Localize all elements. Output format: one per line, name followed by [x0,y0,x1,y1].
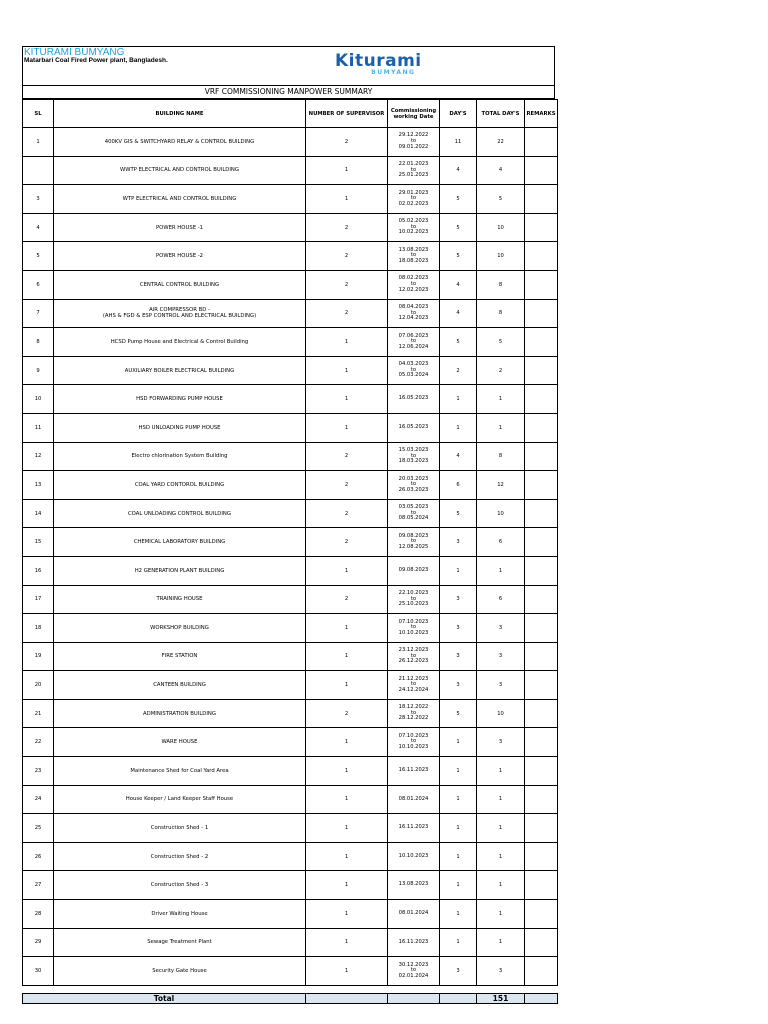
cell-days: 4 [440,299,477,328]
cell-days: 3 [440,528,477,557]
cell-sl: 23 [23,757,54,786]
cell-commissioning-date: 07.10.2023 to 10.10.2023 [388,614,440,643]
cell-sl: 7 [23,299,54,328]
cell-remarks [525,642,558,671]
cell-building-name: 400KV GIS & SWITCHYARD RELAY & CONTROL BUILDING [54,128,306,157]
cell-remarks [525,356,558,385]
cell-sl: 21 [23,699,54,728]
cell-days: 5 [440,328,477,357]
cell-remarks [525,957,558,986]
cell-building-name: Security Gate House [54,957,306,986]
cell-sl: 13 [23,471,54,500]
logo-subtitle: BUMYANG [371,69,416,76]
total-row [23,993,558,1003]
cell-building-name: POWER HOUSE -2 [54,242,306,271]
table-row [23,699,558,728]
cell-remarks [525,499,558,528]
cell-days: 5 [440,499,477,528]
table-row [23,270,558,299]
cell-days: 5 [440,699,477,728]
table-row [23,328,558,357]
cell-remarks [525,156,558,185]
cell-total-days: 1 [477,871,525,900]
cell-supervisors: 1 [306,671,388,700]
cell-sl [23,156,54,185]
cell-remarks [525,814,558,843]
total-supervisors-cell [306,993,388,1003]
total-remarks-cell [525,993,558,1003]
cell-sl: 4 [23,213,54,242]
project-name: Matarbari Coal Fired Power plant, Bangladesh. [24,57,168,64]
col-header-total-days: TOTAL DAY'S [477,100,525,128]
cell-supervisors: 2 [306,242,388,271]
cell-sl: 8 [23,328,54,357]
cell-sl: 20 [23,671,54,700]
table-row [23,528,558,557]
table-row [23,757,558,786]
total-days-cell [440,993,477,1003]
cell-building-name: Maintenance Shed for Coal Yard Area [54,757,306,786]
cell-total-days: 3 [477,671,525,700]
cell-remarks [525,671,558,700]
total-table [22,993,558,1004]
cell-sl: 29 [23,928,54,957]
cell-sl: 9 [23,356,54,385]
cell-building-name: ADMINISTRATION BUILDING [54,699,306,728]
cell-supervisors: 2 [306,499,388,528]
cell-building-name: Construction Shed - 3 [54,871,306,900]
cell-supervisors: 2 [306,699,388,728]
cell-supervisors: 1 [306,356,388,385]
cell-total-days: 22 [477,128,525,157]
cell-sl: 22 [23,728,54,757]
cell-remarks [525,270,558,299]
cell-building-name: Driver Waiting House [54,900,306,929]
cell-remarks [525,556,558,585]
table-body [23,128,558,986]
cell-sl: 26 [23,842,54,871]
cell-supervisors: 1 [306,785,388,814]
cell-total-days: 3 [477,614,525,643]
sheet-header [22,46,555,85]
cell-supervisors: 1 [306,614,388,643]
table-row [23,556,558,585]
cell-total-days: 5 [477,185,525,214]
total-date-cell [388,993,440,1003]
cell-commissioning-date: 16.11.2023 [388,757,440,786]
cell-total-days: 12 [477,471,525,500]
cell-supervisors: 1 [306,900,388,929]
table-row [23,156,558,185]
cell-sl: 6 [23,270,54,299]
cell-sl: 1 [23,128,54,157]
cell-building-name: FIRE STATION [54,642,306,671]
table-row [23,185,558,214]
cell-sl: 24 [23,785,54,814]
cell-total-days: 1 [477,413,525,442]
cell-total-days: 5 [477,328,525,357]
document-title: VRF COMMISSIONING MANPOWER SUMMARY [22,85,555,99]
cell-days: 1 [440,556,477,585]
cell-supervisors: 1 [306,728,388,757]
cell-total-days: 10 [477,213,525,242]
company-name: KITURAMI BUMYANG [24,47,125,58]
cell-supervisors: 2 [306,471,388,500]
cell-commissioning-date: 07.06.2023 to 12.06.2024 [388,328,440,357]
cell-building-name: House Keeper / Land Keeper Staff House [54,785,306,814]
cell-total-days: 8 [477,442,525,471]
cell-sl: 5 [23,242,54,271]
cell-commissioning-date: 21.12.2023 to 24.12.2024 [388,671,440,700]
cell-days: 3 [440,585,477,614]
cell-total-days: 4 [477,156,525,185]
col-header-supervisors: NUMBER OF SUPERVISOR [306,100,388,128]
cell-remarks [525,413,558,442]
cell-remarks [525,528,558,557]
cell-building-name: CHEMICAL LABORATORY BUILDING [54,528,306,557]
table-row [23,413,558,442]
col-header-remarks: REMARKS [525,100,558,128]
cell-supervisors: 1 [306,842,388,871]
cell-sl: 10 [23,385,54,414]
cell-days: 11 [440,128,477,157]
total-days-value: 151 [477,993,525,1003]
cell-remarks [525,900,558,929]
cell-total-days: 1 [477,900,525,929]
cell-sl: 14 [23,499,54,528]
cell-remarks [525,928,558,957]
cell-days: 4 [440,442,477,471]
cell-days: 6 [440,471,477,500]
cell-total-days: 8 [477,270,525,299]
cell-total-days: 3 [477,957,525,986]
cell-supervisors: 2 [306,442,388,471]
cell-supervisors: 1 [306,556,388,585]
cell-supervisors: 2 [306,585,388,614]
cell-commissioning-date: 16.05.2023 [388,385,440,414]
cell-sl: 19 [23,642,54,671]
table-row [23,299,558,328]
cell-building-name: TRAINING HOUSE [54,585,306,614]
cell-remarks [525,442,558,471]
cell-remarks [525,585,558,614]
cell-sl: 25 [23,814,54,843]
table-row [23,928,558,957]
cell-total-days: 10 [477,499,525,528]
cell-commissioning-date: 16.05.2023 [388,413,440,442]
table-row [23,442,558,471]
table-row [23,356,558,385]
cell-commissioning-date: 29.01.2023 to 02.02.2023 [388,185,440,214]
cell-commissioning-date: 08.01.2024 [388,900,440,929]
cell-commissioning-date: 23.12.2023 to 26.12.2023 [388,642,440,671]
cell-days: 1 [440,842,477,871]
cell-remarks [525,871,558,900]
cell-remarks [525,757,558,786]
cell-supervisors: 1 [306,185,388,214]
cell-days: 1 [440,928,477,957]
cell-supervisors: 1 [306,871,388,900]
cell-remarks [525,614,558,643]
cell-supervisors: 1 [306,328,388,357]
cell-building-name: HCSD Pump House and Electrical & Control Building [54,328,306,357]
cell-sl: 18 [23,614,54,643]
table-row [23,614,558,643]
cell-sl: 30 [23,957,54,986]
cell-days: 4 [440,156,477,185]
table-row [23,728,558,757]
cell-total-days: 1 [477,556,525,585]
cell-commissioning-date: 18.12.2022 to 28.12.2022 [388,699,440,728]
table-row [23,785,558,814]
cell-commissioning-date: 08.01.2024 [388,785,440,814]
cell-supervisors: 1 [306,814,388,843]
cell-commissioning-date: 04.03.2023 to 05.03.2024 [388,356,440,385]
total-label: Total [23,993,306,1003]
cell-supervisors: 1 [306,957,388,986]
cell-commissioning-date: 13.08.2023 to 18.08.2023 [388,242,440,271]
table-row [23,671,558,700]
cell-remarks [525,242,558,271]
cell-supervisors: 1 [306,757,388,786]
cell-building-name: WORKSHOP BUILDING [54,614,306,643]
cell-building-name: H2 GENERATION PLANT BUILDING [54,556,306,585]
cell-supervisors: 2 [306,270,388,299]
cell-commissioning-date: 16.11.2023 [388,928,440,957]
cell-commissioning-date: 20.03.2023 to 26.03.2023 [388,471,440,500]
cell-commissioning-date: 05.02.2023 to 10.02.2023 [388,213,440,242]
cell-remarks [525,842,558,871]
cell-total-days: 1 [477,842,525,871]
cell-days: 2 [440,356,477,385]
cell-building-name: AIR COMPRESSOR BD - (AHS & FGD & ESP CONTROL AND ELECTRICAL BUILDING) [54,299,306,328]
cell-commissioning-date: 22.10.2023 to 25.10.2023 [388,585,440,614]
table-row [23,242,558,271]
cell-days: 3 [440,614,477,643]
logo-wordmark: Kiturami [335,51,422,71]
cell-remarks [525,785,558,814]
cell-supervisors: 2 [306,213,388,242]
cell-commissioning-date: 10.10.2023 [388,842,440,871]
cell-remarks [525,299,558,328]
cell-commissioning-date: 07.10.2023 to 10.10.2023 [388,728,440,757]
cell-remarks [525,328,558,357]
cell-commissioning-date: 16.11.2023 [388,814,440,843]
cell-total-days: 6 [477,585,525,614]
cell-total-days: 1 [477,785,525,814]
cell-sl: 27 [23,871,54,900]
cell-days: 5 [440,213,477,242]
cell-building-name: COAL YARD CONTOROL BUILDING [54,471,306,500]
cell-supervisors: 2 [306,128,388,157]
cell-total-days: 1 [477,814,525,843]
cell-supervisors: 2 [306,299,388,328]
col-header-commissioning-date: Commissioning working Date [388,100,440,128]
table-row [23,585,558,614]
cell-building-name: Sewage Treatment Plant [54,928,306,957]
cell-sl: 3 [23,185,54,214]
cell-sl: 11 [23,413,54,442]
cell-days: 1 [440,757,477,786]
cell-building-name: CANTEEN BUILDING [54,671,306,700]
cell-supervisors: 1 [306,928,388,957]
cell-days: 1 [440,728,477,757]
cell-days: 3 [440,671,477,700]
company-logo [335,53,422,76]
cell-commissioning-date: 13.08.2023 [388,871,440,900]
cell-supervisors: 1 [306,385,388,414]
cell-remarks [525,185,558,214]
cell-commissioning-date: 03.05.2023 to 08.05.2024 [388,499,440,528]
table-row [23,128,558,157]
cell-remarks [525,213,558,242]
cell-supervisors: 1 [306,642,388,671]
cell-remarks [525,471,558,500]
cell-sl: 12 [23,442,54,471]
cell-commissioning-date: 09.08.2023 [388,556,440,585]
cell-building-name: Construction Shed - 2 [54,842,306,871]
cell-total-days: 3 [477,642,525,671]
table-row [23,871,558,900]
cell-total-days: 6 [477,528,525,557]
table-row [23,213,558,242]
cell-total-days: 1 [477,757,525,786]
cell-building-name: Electro chlorination System Building [54,442,306,471]
table-row [23,471,558,500]
cell-building-name: AUXILIARY BOILER ELECTRICAL BUILDING [54,356,306,385]
cell-building-name: Construction Shed - 1 [54,814,306,843]
table-row [23,900,558,929]
cell-total-days: 2 [477,356,525,385]
col-header-sl: SL [23,100,54,128]
cell-days: 5 [440,185,477,214]
cell-days: 1 [440,814,477,843]
table-row [23,499,558,528]
cell-days: 1 [440,413,477,442]
cell-total-days: 3 [477,728,525,757]
cell-total-days: 1 [477,928,525,957]
table-row [23,814,558,843]
cell-building-name: WTP ELECTRICAL AND CONTROL BUILDING [54,185,306,214]
cell-commissioning-date: 29.12.2022 to 09.01.2022 [388,128,440,157]
cell-total-days: 1 [477,385,525,414]
cell-commissioning-date: 08.02.2023 to 12.02.2023 [388,270,440,299]
cell-building-name: CENTRAL CONTROL BUILDING [54,270,306,299]
table-row [23,842,558,871]
cell-remarks [525,728,558,757]
cell-days: 1 [440,385,477,414]
cell-building-name: HSD UNLOADING PUMP HOUSE [54,413,306,442]
cell-days: 3 [440,642,477,671]
table-row [23,642,558,671]
cell-commissioning-date: 15.03.2023 to 18.03.2023 [388,442,440,471]
cell-building-name: HSD FORWARDING PUMP HOUSE [54,385,306,414]
cell-days: 4 [440,270,477,299]
manpower-table [22,99,558,986]
cell-sl: 28 [23,900,54,929]
table-header-row [23,100,558,128]
cell-supervisors: 2 [306,528,388,557]
cell-sl: 15 [23,528,54,557]
cell-total-days: 10 [477,242,525,271]
cell-remarks [525,128,558,157]
table-row [23,957,558,986]
table-row [23,385,558,414]
cell-commissioning-date: 30.12.2023 to 02.01.2024 [388,957,440,986]
cell-commissioning-date: 22.01.2023 to 25.01.2023 [388,156,440,185]
cell-building-name: POWER HOUSE -1 [54,213,306,242]
cell-supervisors: 1 [306,156,388,185]
cell-commissioning-date: 08.04.2023 to 12.04.2023 [388,299,440,328]
cell-remarks [525,699,558,728]
summary-sheet [22,46,555,1004]
cell-commissioning-date: 09.08.2023 to 12.08.2025 [388,528,440,557]
cell-days: 5 [440,242,477,271]
cell-supervisors: 1 [306,413,388,442]
cell-days: 1 [440,785,477,814]
cell-building-name: WWTP ELECTRICAL AND CONTROL BUILDING [54,156,306,185]
col-header-building: BUILDING NAME [54,100,306,128]
cell-days: 1 [440,900,477,929]
cell-building-name: COAL UNLOADING CONTROL BUILDING [54,499,306,528]
cell-total-days: 10 [477,699,525,728]
cell-remarks [525,385,558,414]
cell-sl: 17 [23,585,54,614]
cell-days: 1 [440,871,477,900]
cell-days: 3 [440,957,477,986]
col-header-days: DAY'S [440,100,477,128]
cell-building-name: WARE HOUSE [54,728,306,757]
cell-total-days: 8 [477,299,525,328]
cell-sl: 16 [23,556,54,585]
